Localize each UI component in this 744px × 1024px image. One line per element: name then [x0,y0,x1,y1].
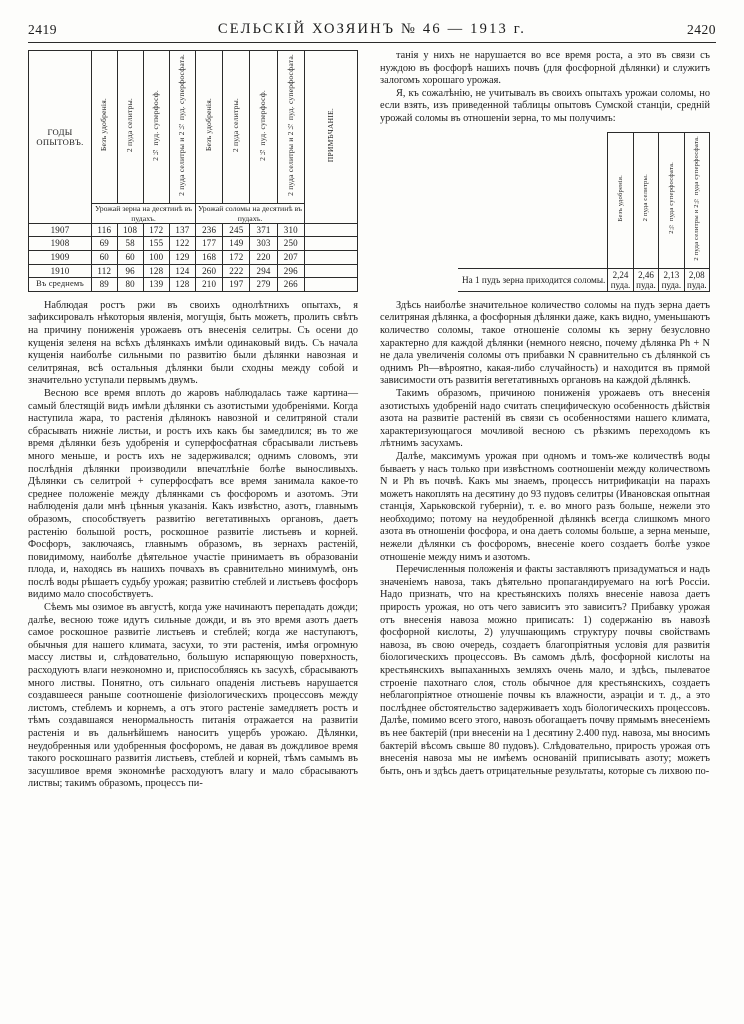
table-row [29,237,358,251]
sm-col-header-4: 2 пуда селитры и 2½ пуда суперфосфата. [684,132,709,268]
table-row [29,251,358,265]
cell: 2,13 пуда. [659,268,684,291]
note-cell [305,278,358,292]
sm-col-header-3: 2½ пуда суперфосфата. [659,132,684,268]
cell: 100 [143,251,169,265]
years-header: ГОДЫ ОПЫТОВЪ. [36,126,84,147]
paragraph: Я, къ сожалѣнію, не учитывалъ въ своихъ опытахъ урожаи соломы, но если взять, изъ приведенной таблицы опытовъ Сумской станціи, средній урожай соломы въ отношеніи зерна, то мы получимъ: [380,87,710,124]
cell: 80 [117,278,143,292]
cell: 149 [223,237,250,251]
group-header-grain: Урожай зерна на десятинѣ въ пудахъ. [92,204,196,223]
straw-ratio-table [458,132,710,292]
cell: 2,24 пуда. [608,268,633,291]
cell: 96 [117,264,143,278]
cell: 60 [92,251,118,265]
yields-table [28,50,358,292]
table-header-row-1 [29,51,358,204]
cell: 89 [92,278,118,292]
cell: 220 [250,251,277,265]
cell: 266 [277,278,304,292]
table-row [29,223,358,237]
paragraph: Перечисленныя положенія и факты заставляютъ призадуматься и надъ значеніемъ навоза, такъ дѣятельно пропагандируемаго на югѣ Россіи. Надо признать, что на крестьянскихъ поляхъ внесеніе навоза даетъ прирость урожая, но отъ чего зависитъ это зависитъ? Прибавку урожая отъ внесенія навоза можно приписать: 1) содержанію въ навозѣ фосфорной кислоты, 2) улучшающимъ структуру почвы свойствамъ навоза, въ свою очередь, создаетъ благопріятныя условія для развитія біологическихъ процессовъ. Въ самомъ дѣлѣ, фосфорной кислоты на крестьянскихъ выпаханныхъ земляхъ очень мало, и здѣсь, пылеватое строеніе пахотнаго слоя, столь обычное для крестьянскихъ, создаетъ неблагопріятное отношеніе почвы къ влажности, аэраціи и т. д., а это послѣднее обстоятельство задерживаетъ ходъ біологическихъ процессовъ. Далѣе, помимо всего этого, навозъ обогащаетъ почву прямымъ внесеніемъ въ нее бактерій (при внесеніи на 1 десятину 2.400 пуд. навоза, мы вносимъ бактерій вѣсомъ свыше 80 пудовъ). Слѣдовательно, прирость урожая отъ внесенія навоза мы не имѣемъ основаній приписывать азоту; можетъ быть, онъ и здѣсь даетъ отрицательные результаты, которые съ лихвою по- [380,564,710,777]
columns-container [28,50,716,1008]
cell: 122 [169,237,195,251]
cell: 260 [196,264,223,278]
cell: 108 [117,223,143,237]
paragraph: танія у нихъ не нарушается во все время роста, а это въ связи съ нуждою въ фосфорѣ нашихъ почвъ (для фосфорной дѣлянки) и служитъ залогомъ хорошаго урожая. [380,50,710,87]
table-average-row [29,278,358,292]
cell: 112 [92,264,118,278]
average-label: Въ среднемъ [29,278,92,292]
cell: 207 [277,251,304,265]
col-header-6: 2 пуда селитры. [223,51,250,204]
cell: 236 [196,223,223,237]
col-header-5: Безъ удобренія. [196,51,223,204]
paragraph: Весною все время вплоть до жаровъ наблюдалась таже картина—самый блестящій видъ имѣли дѣлянки съ азотистыми удобреніями. Когда наступила жара, то растенія дѣлянокъ навозной и селитряной стали сбрасывать нижніе листьи, и ростъ ихъ какъ бы замедлился; въ то же время дѣлянки безъ удобренія и суперфосфатная сбрасывали листьевъ много меньше, и ростъ ихъ не задерживался; однимъ словомъ, эти послѣднія дѣлянки производили впечатлѣніе болѣе выносливыхъ. Дѣлянки съ селитрой + суперфосфатъ все время занимала какое-то среднее положеніе между дѣлянками съ фосфоромъ и азотомъ. Эти наблюденія дали мнѣ цѣнныя указанія. Какъ извѣстно, азотъ, главнымъ образомъ, способствуетъ развитію вегетативныхъ органовъ, даетъ растенію большой ростъ, роскошное развитіе листьевъ и корней. Фосфоръ, заключаясь, главнымъ образомъ, въ зернахъ растеній, повидимому, наиболѣе дѣятельное участіе принимаетъ въ образованіи плода, и, находясь въ нашихъ почвахъ въ сравнительно минимумѣ, онъ послѣ воды рѣшаетъ судьбу урожая; развитію стеблей и листьевъ фосфоръ видимо мало способствуетъ. [28,387,358,601]
note-header: ПРИМѢЧАНІЕ. [305,51,358,224]
group-header-straw: Урожай соломы на десятинѣ въ пудахъ. [196,204,305,223]
col-header-4: 2 пуда селитры и 2½ пуд. суперфосфата. [169,51,195,204]
header-rule [28,42,716,43]
cell: 124 [169,264,195,278]
paragraph: Далѣе, максимумъ урожая при одномъ и томъ-же количествѣ воды бываетъ у насъ только при извѣстномъ соотношеніи между количествомъ N и Ph въ почвѣ. Какъ мы знаемъ, процессъ нитрификаціи на парахъ можетъ накоплять на десятину до 93 пудовъ селитры (Ивановская опытная станція, Харьковской губерніи), т. е. во много разъ больше, нежели это необходимо; потому на неудобренной дѣлянкѣ всегда слишкомъ много азота въ отношеніи фосфора, и она даетъ соломы больше, а зерна меньше, нежели дѣлянки съ фосфоромъ, внесеніе коего создаетъ болѣе узкое отношеніе между нимъ и азотомъ. [380,450,710,563]
cell: 245 [223,223,250,237]
row-year: 1910 [29,264,92,278]
cell: 172 [223,251,250,265]
cell: 197 [223,278,250,292]
cell: 2,08 пуда. [684,268,709,291]
table-header-row [458,132,710,268]
paragraph: Здѣсь наиболѣе значительное количество соломы на пудъ зерна даетъ селитряная дѣлянка, а фосфорныя дѣлянки даже, какъ видно, уменьшаютъ количество соломы, такое отношеніе соломы къ зерну безусловно характерно для каждой дѣлянки (немного неясно, почему дѣлянка Ph + N не дала увеличенія соломы отъ прибавки N сравнительно съ дѣлянкой съ однимъ Ph—вѣроятно, какая-либо случайность) и находится въ прямой зависимости отъ развитія вегетативныхъ органовъ на каждой дѣлянкѣ. [380,299,710,387]
cell: 250 [277,237,304,251]
cell: 137 [169,223,195,237]
table-row [29,264,358,278]
cell: 210 [196,278,223,292]
sm-col-header-2: 2 пуда селитры. [633,132,658,268]
col-header-3: 2½ пуд. суперфосф. [143,51,169,204]
cell: 172 [143,223,169,237]
col-header-7: 2½ пуд. суперфосф. [250,51,277,204]
cell: 69 [92,237,118,251]
journal-title: СЕЛЬСКІЙ ХОЗЯИНЪ № 46 — 1913 г. [217,21,527,37]
sm-row-label: На 1 пудъ зерна приходится соломы. [458,268,608,291]
cell: 58 [117,237,143,251]
cell: 222 [223,264,250,278]
col-header-1: Безъ удобренія. [92,51,118,204]
left-column [28,50,358,1008]
cell: 296 [277,264,304,278]
col-header-8: 2 пуда селитры и 2½ пуд. суперфосфата. [277,51,304,204]
cell: 177 [196,237,223,251]
row-year: 1909 [29,251,92,265]
cell: 371 [250,223,277,237]
paragraph: Сѣемъ мы озимое въ августѣ, когда уже начинаютъ перепадать дожди; далѣе, весною тоже идутъ сильные дожди, и въ это время азотъ даетъ самое роскошное развитіе листьевъ и стеблей; когда же наступаютъ, обычныя для нашего климата, засухи, то эти растенія, имѣя огромную массу листвы и, слѣдовательно, большую испаряющую поверхность, расходуютъ влаги неэкономно и, приспособляясь къ засухѣ, сбрасываютъ много листвы. Понятно, отъ сильнаго опаденія листьевъ нарушается создавшееся раньше соотношеніе физіологическихъ процессовъ между листомъ, стеблемъ и корнемъ, а отъ этого растеніе замедляетъ ростъ и тѣмъ создавшаяся ненормальность питанія отражается на развитіи растенія и въ дальнѣйшемъ наноситъ ущербъ урожаю. Дѣлянки, неудобренныя или удобренныя фосфоромъ, не давая въ дождливое время такого роскошнаго развитія листьевъ, стеблей и корней, тѣмъ самымъ въ засушливое время экономнѣе расходуютъ влагу и мало сбрасываютъ листвы; такимъ образомъ, процессъ пи- [28,602,358,790]
page-number-right: 2420 [687,22,716,37]
cell: 139 [143,278,169,292]
cell: 128 [169,278,195,292]
note-cell [305,264,358,278]
paragraph: Такимъ образомъ, причиною пониженія урожаевъ отъ внесенія азотистыхъ удобреній надо считать специфическую особенность дѣйствія азота на развитіе растеній въ связи съ особенностями нашего климата, характеризующагося мочливой весною съ рѣзкимъ переходомъ къ лѣтнимъ засухамъ. [380,387,710,450]
sm-col-header-1: Безъ удобренія. [608,132,633,268]
cell: 2,46 пуда. [633,268,658,291]
cell: 303 [250,237,277,251]
cell: 129 [169,251,195,265]
cell: 168 [196,251,223,265]
cell: 128 [143,264,169,278]
cell: 60 [117,251,143,265]
cell: 310 [277,223,304,237]
row-year: 1908 [29,237,92,251]
cell: 155 [143,237,169,251]
cell: 116 [92,223,118,237]
table-row [458,268,710,291]
row-year: 1907 [29,223,92,237]
col-header-2: 2 пуда селитры. [117,51,143,204]
right-column [380,50,710,1008]
cell: 294 [250,264,277,278]
paragraph: Наблюдая ростъ ржи въ своихъ однолѣтнихъ опытахъ, я зафиксировалъ нѣкоторыя явленія, могущія, быть можетъ, пролить свѣтъ на причину пониженія урожаевъ отъ внесенія селитры. Съ осени до кущенія зеленя на всѣхъ дѣлянкахъ имѣли одинаковый видъ. Съ начала кущенія наиболѣе сильными по развитію были дѣлянки навозная и селитряная, всѣ остальныя дѣлянки были сходны между собой и значительно уступали первымъ двумъ. [28,299,358,387]
note-cell [305,237,358,251]
running-head [28,16,716,38]
cell: 279 [250,278,277,292]
note-cell [305,223,358,237]
page-number-left: 2419 [28,22,57,37]
note-cell [305,251,358,265]
